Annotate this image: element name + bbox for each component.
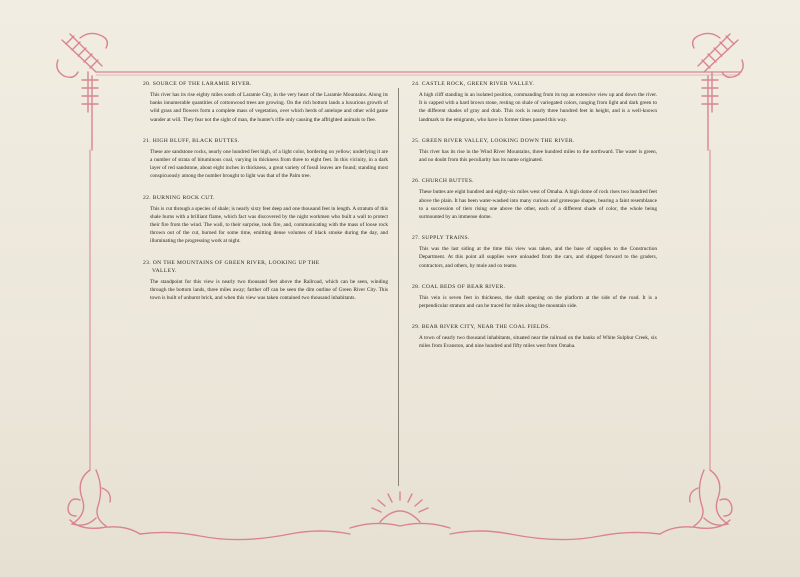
entry-body: This is cut through a species of shale; is nearly sixty feet deep and one thousand feet in length. A stratum of this shale burns with a brilliant flame, which fact was discovered by the night workmen who built a wall to protect their fire from the wind. The wall, to their surprise, took fire, and, communicating with the mass of loose rock thrown out of the cut, burned for some time, emitting dense volumes of black smoke during the day, and illuminating the progressing work at night.: [150, 205, 388, 245]
entry-body: This river has its rise in the Wind River Mountains, three hundred miles to the northward. The water is green, and no doubt from this peculiarity has its name originated.: [419, 148, 657, 164]
entry-body: A high cliff standing in an isolated position, commanding from its top an extensive view up and down the river. It is capped with a hard brown stone, resting on shale of variegated colors, ranging from light and dark green to the different shades of gray and drab. This rock is nearly three hundred feet in height, and is a well-known landmark to the emigrants, who have in former times passed this way.: [419, 92, 657, 123]
entry-title: 24. CASTLE ROCK, GREEN RIVER VALLEY.: [412, 81, 535, 87]
entry-title-continuation: VALLEY.: [152, 267, 177, 274]
entry-body: The standpoint for this view is nearly two thousand feet above the Railroad, which can be seen, winding through the bottom lands, three miles away; farther off can be seen the dim outline of Green River City. This town is built of unburnt brick, and when this view was taken contained two thousand inhabitants.: [150, 278, 388, 302]
entry-26: [412, 177, 657, 221]
entry-body: This was the last siding at the time this view was taken, and the base of supplies to the Construction Department. At this point all supplies were unloaded from the cars, and shipped forward to the graders, contractors, and others, by mule and ox teams.: [419, 246, 657, 269]
entry-title: 25. GREEN RIVER VALLEY, LOOKING DOWN THE RIVER.: [412, 137, 575, 144]
entry-body: These buttes are eight hundred and eighty-six miles west of Omaha. A high dome of rock rises two hundred feet above the plain. It has been water-washed into many curious and grotesque shapes, bearing a faint resemblance to a succession of tiers rising one above the other, each of a different shade of color, the whole being surmounted by an immense dome.: [419, 189, 657, 220]
entry-22: [143, 194, 388, 246]
entry-body: This vein is seven feet in thickness, the shaft opening on the platform at the side of the road. It is a perpendicular stratum and can be traced for miles along the mountain side.: [419, 294, 657, 309]
entry-title: [143, 259, 388, 275]
entry-25: [412, 137, 657, 164]
entry-title: 27. SUPPLY TRAINS.: [412, 235, 470, 242]
entry-title: 22. BURNING ROCK CUT.: [143, 194, 215, 201]
entry-body: This river has its rise eighty miles south of Laramie City, in the very heart of the Laramie Mountains. Along its banks innumerable quantities of cottonwood trees are growing. On the rich bottom lands a luxurious growth of wild grass and flowers form a complete mass of vegetation, over which herds of antelope and other wild game wander at will. They fear not the sight of man, the hunter's rifle only causing the affrighted animals to flee.: [150, 92, 388, 123]
entry-20: [143, 80, 388, 124]
entry-title-line: 23. ON THE MOUNTAINS OF GREEN RIVER, LOOKING UP THE: [143, 259, 320, 266]
entry-23: [143, 259, 388, 303]
entry-body: A town of nearly two thousand inhabitants, situated near the railroad on the banks of White Sulphur Creek, six miles from Evanston, and nine hundred and fifty miles west from Omaha.: [419, 335, 657, 350]
entry-21: [143, 137, 388, 181]
column-divider: [398, 88, 399, 486]
entry-title: 29. BEAR RIVER CITY, NEAR THE COAL FIELDS.: [412, 324, 551, 331]
entry-27: [412, 234, 657, 270]
entry-29: [412, 323, 657, 350]
entry-title: 20. SOURCE OF THE LARAMIE RIVER.: [143, 81, 252, 87]
entry-28: [412, 283, 657, 310]
entry-title: 28. COAL BEDS OF BEAR RIVER.: [412, 283, 506, 290]
bottom-left-ornament: [68, 470, 350, 540]
bottom-right-ornament: [450, 470, 732, 540]
sunburst-ornament: [350, 492, 450, 528]
entry-body: These are sandstone rocks, nearly one hundred feet high, of a light color, bordering on yellow; underlying it are a number of strata of bituminous coal, varying in thickness from three to eight feet. In this vicinity, in a dark layer of red sandstone, about eight inches in thickness, a great variety of fossil leaves are found; standing most conspicuously among the number brought to light was that of the Palm tree.: [150, 148, 388, 180]
entry-title: 26. CHURCH BUTTES.: [412, 178, 474, 185]
left-column: [143, 80, 388, 315]
entry-title: 21. HIGH BLUFF, BLACK BUTTES.: [143, 137, 240, 144]
entry-24: [412, 80, 657, 124]
right-column: [412, 80, 657, 364]
top-right-ornament: [693, 33, 743, 150]
